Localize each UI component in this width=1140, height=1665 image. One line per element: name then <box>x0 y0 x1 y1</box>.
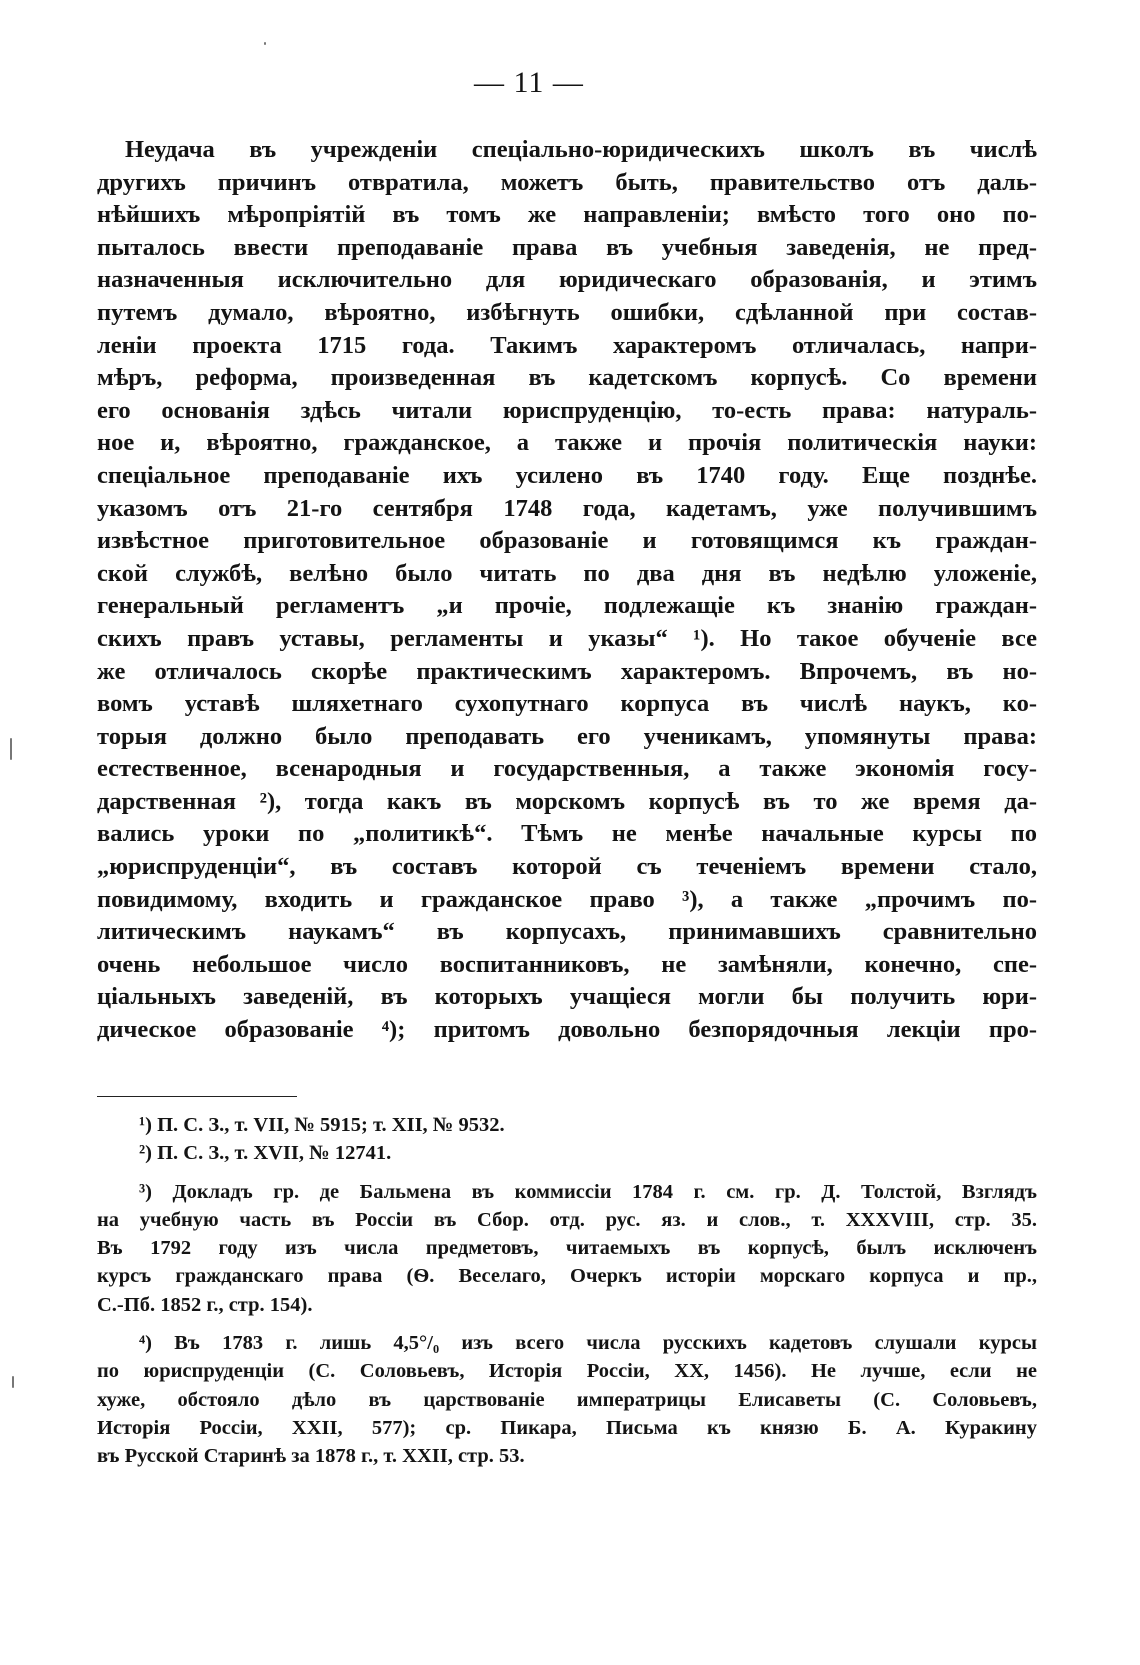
text-line: другихъ причинъ отвратила, можетъ быть, правительство отъ даль- <box>97 168 1037 196</box>
text-line: Неудача въ учрежденіи спеціально-юридическихъ школъ въ числѣ <box>125 136 1037 163</box>
footnote-line: въ Русской Старинѣ за 1878 г., т. XXII, стр. 53. <box>97 1445 525 1468</box>
footnotes <box>97 1111 1037 1471</box>
text-line: пыталось ввести преподаваніе права въ учебныя заведенія, не пред- <box>97 233 1037 261</box>
text-line: же отличалось скорѣе практическимъ характеромъ. Впрочемъ, въ но- <box>97 657 1037 685</box>
footnote-line: Въ 1792 году изъ числа предметовъ, читаемыхъ въ корпусѣ, былъ исключенъ <box>97 1237 1037 1260</box>
footnote-line: Исторія Россіи, XXII, 577); ср. Пикара, Письма къ князю Б. А. Куракину <box>97 1416 1037 1439</box>
footnote-line: ³) Докладъ гр. де Бальмена въ коммиссіи 1784 г. см. гр. Д. Толстой, Взглядъ <box>139 1180 1037 1203</box>
text-line: „юриспруденціи“, въ составъ которой съ теченіемъ времени стало, <box>97 853 1037 881</box>
text-line: ской службѣ, велѣно было читать по два дня въ недѣлю уложеніе, <box>97 559 1037 587</box>
text-line: генеральный регламентъ „и прочіе, подлежащіе къ знанію граждан- <box>97 592 1037 620</box>
text-line: нѣйшихъ мѣропріятій въ томъ же направленіи; вмѣсто того оно по- <box>97 201 1037 229</box>
footnote-2 <box>97 1139 1037 1167</box>
page-number: — 11 — <box>474 66 584 99</box>
footnote-line: хуже, обстояло дѣло въ царствованіе императрицы Елисаветы (С. Соловьевъ, <box>97 1388 1037 1411</box>
footnote-line: С.-Пб. 1852 г., стр. 154). <box>97 1293 313 1316</box>
text-line: торыя должно было преподавать его ученикамъ, упомянуты права: <box>97 722 1037 750</box>
text-line: спеціальное преподаваніе ихъ усилено въ 1740 году. Еще позднѣе. <box>97 461 1037 489</box>
text-line: его основанія здѣсь читали юриспруденцію, то-есть права: натураль- <box>97 396 1037 424</box>
text-line: извѣстное приготовительное образованіе и готовящимся къ граждан- <box>97 527 1037 555</box>
text-line: вомъ уставѣ шляхетнаго сухопутнаго корпуса въ числѣ наукъ, ко- <box>97 690 1037 718</box>
text-line: путемъ думало, вѣроятно, избѣгнуть ошибки, сдѣланной при состав- <box>97 298 1037 326</box>
text-line: указомъ отъ 21-го сентября 1748 года, кадетамъ, уже получившимъ <box>97 494 1037 522</box>
scan-speck <box>10 738 12 760</box>
footnote-line: ⁴) Въ 1783 г. лишь 4,5°/₀ изъ всего числа русскихъ кадетовъ слушали курсы <box>139 1332 1037 1355</box>
text-line: повидимому, входить и гражданское право ³), а также „прочимъ по- <box>97 885 1037 913</box>
footnote-line: на учебную часть въ Россіи въ Сбор. отд. рус. яз. и слов., т. XXXVIII, стр. 35. <box>97 1208 1037 1231</box>
scan-speck <box>12 1376 14 1388</box>
text-line: скихъ правъ уставы, регламенты и указы“ ¹). Но такое обученіе все <box>97 624 1037 652</box>
text-line: вались уроки по „политикѣ“. Тѣмъ не менѣе начальные курсы по <box>97 820 1037 848</box>
text-line: дарственная ²), тогда какъ въ морскомъ корпусѣ въ то же время да- <box>97 787 1037 815</box>
text-line: литическимъ наукамъ“ въ корпусахъ, принимавшихъ сравнительно <box>97 918 1037 946</box>
text-line: леніи проекта 1715 года. Такимъ характеромъ отличалась, напри- <box>97 331 1037 359</box>
text-line: ное и, вѣроятно, гражданское, а также и прочія политическія науки: <box>97 429 1037 457</box>
text-line: мѣръ, реформа, произведенная въ кадетскомъ корпусѣ. Со времени <box>97 364 1037 392</box>
main-paragraph <box>97 134 1037 1047</box>
footnote-1 <box>97 1111 1037 1139</box>
footnote-line: по юриспруденціи (С. Соловьевъ, Исторія Россіи, XX, 1456). Не лучше, если не <box>97 1360 1037 1383</box>
text-line: назначенныя исключительно для юридическаго образованія, и этимъ <box>97 266 1037 294</box>
text-line: очень небольшое число воспитанниковъ, не замѣняли, конечно, спе- <box>97 950 1037 978</box>
text-line: дическое образованіе ⁴); притомъ довольно безпорядочныя лекціи про- <box>97 1016 1037 1044</box>
footnote-line: ¹) П. С. З., т. VII, № 5915; т. XII, № 9532. <box>139 1114 505 1136</box>
footnote-4 <box>97 1329 1037 1470</box>
text-line: ціальныхъ заведеній, въ которыхъ учащіеся могли бы получить юри- <box>97 983 1037 1011</box>
footnote-3 <box>97 1178 1037 1319</box>
text-line: естественное, всенародныя и государственныя, а также экономія госу- <box>97 755 1037 783</box>
footnote-line: ²) П. С. З., т. XVII, № 12741. <box>139 1142 392 1165</box>
footnote-divider <box>97 1096 297 1097</box>
footnote-line: курсъ гражданскаго права (Ѳ. Веселаго, Очеркъ исторіи морскаго корпуса и пр., <box>97 1265 1037 1288</box>
scan-speck <box>264 42 266 45</box>
